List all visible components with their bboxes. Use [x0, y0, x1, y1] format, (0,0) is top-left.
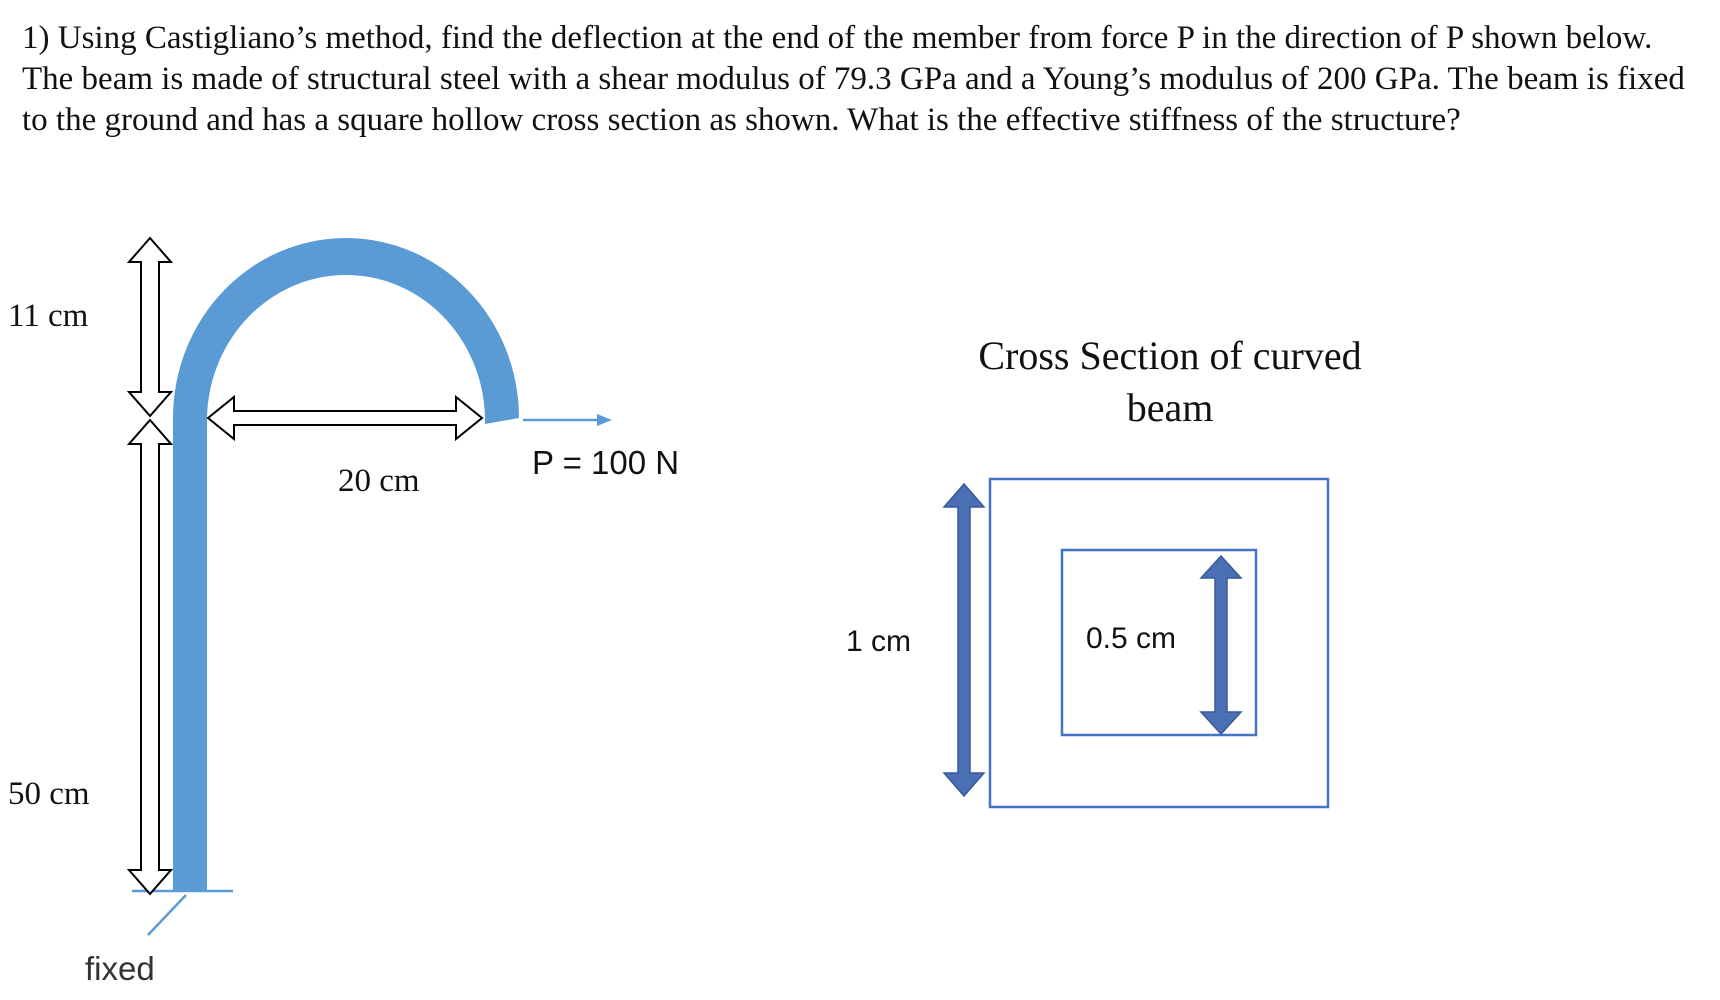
label-1cm: 1 cm — [846, 625, 912, 658]
vertical-beam — [173, 418, 207, 891]
cross-section-title-line1: Cross Section of curved — [978, 333, 1362, 378]
dimension-arrow-50cm — [129, 420, 171, 894]
label-fixed: fixed — [85, 950, 155, 987]
dimension-arrow-1cm — [944, 484, 984, 796]
label-50cm: 50 cm — [8, 776, 90, 812]
cross-section-title-line2: beam — [1126, 385, 1214, 430]
problem-statement: 1) Using Castigliano’s method, find the deflection at the end of the member from force P in the direction of P shown below. The beam is made of structural steel with a shear modulus of 79.3 GPa and a Young’s modulus of 200 GPa. The beam is fixed to the ground and has a square hollow cross section as shown. What is the effective stiffness of the structure? — [22, 20, 1685, 138]
dimension-arrow-20cm — [208, 397, 482, 439]
cross-section-title — [900, 330, 1440, 434]
curved-beam — [173, 238, 519, 424]
label-11cm: 11 cm — [8, 298, 89, 334]
dimension-arrow-0-5cm — [1201, 556, 1241, 734]
force-p-arrowhead — [597, 414, 612, 426]
label-0-5cm: 0.5 cm — [1086, 622, 1177, 655]
dimension-arrow-11cm — [129, 238, 171, 416]
label-20cm: 20 cm — [338, 463, 420, 499]
label-force-p: P = 100 N — [532, 444, 680, 481]
fixed-support-pointer — [148, 895, 186, 935]
